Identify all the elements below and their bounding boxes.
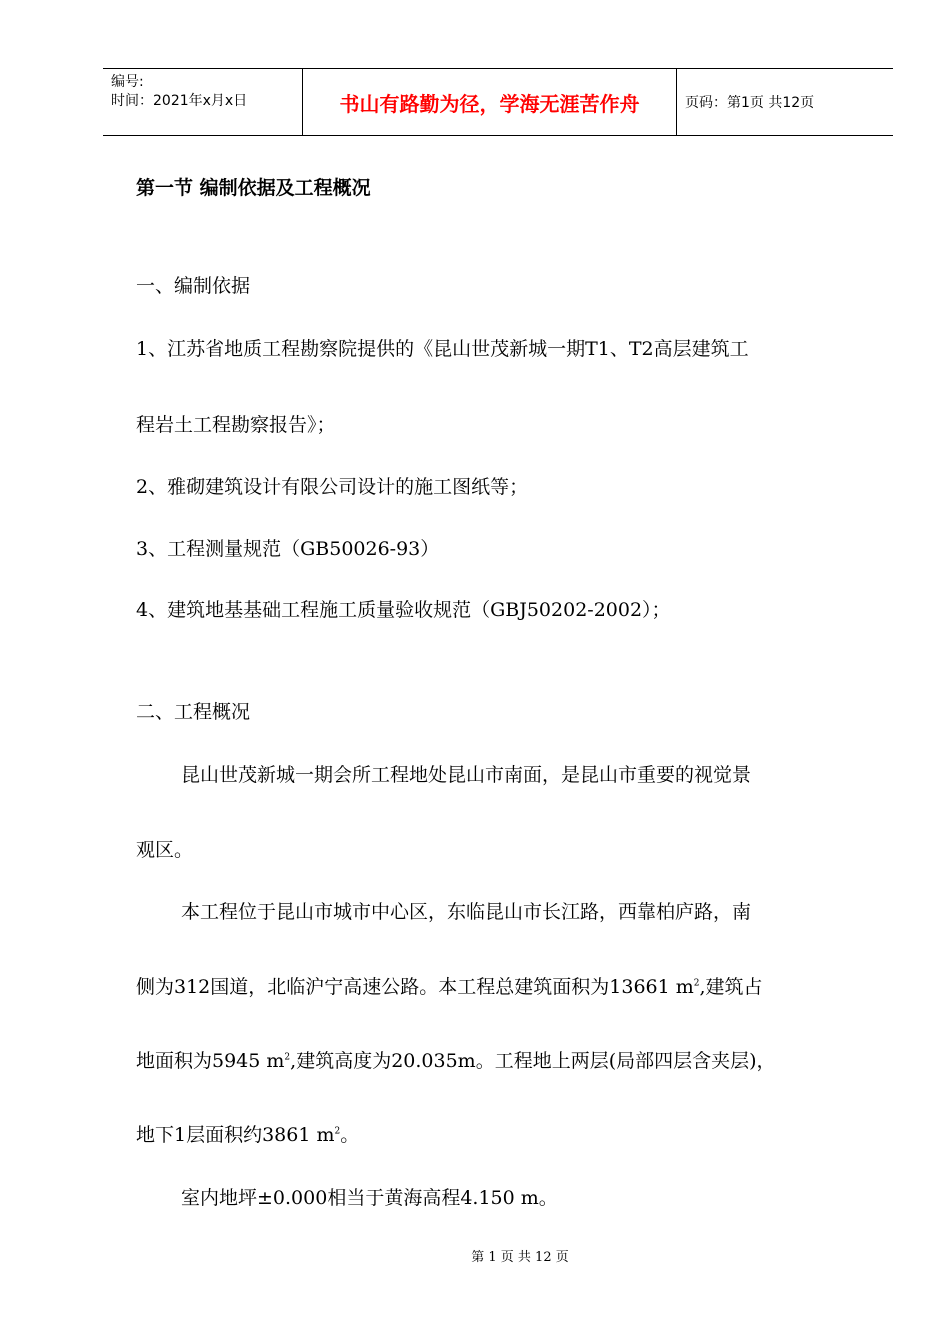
overview-para-1: 昆山世茂新城一期会所工程地处昆山市南面，是昆山市重要的视觉景: [181, 764, 752, 786]
number-label: 编号:: [111, 74, 144, 90]
overview-para-2-line4: 地下1层面积约3861 $m^2$。: [136, 1124, 360, 1146]
basis-item-1: 1、江苏省地质工程勘察院提供的《昆山世茂新城一期T1、T2高层建筑工: [136, 338, 749, 360]
superscript: 2: [334, 1126, 341, 1137]
time-label: 时间：2021年x月x日: [111, 93, 248, 109]
header-page-info: 页码：第1页 共12页: [685, 95, 815, 111]
header-meta: [103, 69, 303, 135]
basis-item-2: 2、雅砌建筑设计有限公司设计的施工图纸等；: [136, 476, 529, 498]
basis-heading: 一、编制依据: [136, 275, 251, 297]
section-title: 第一节 编制依据及工程概况: [136, 177, 371, 199]
header-motto: 书山有路勤为径，学海无涯苦作舟: [303, 69, 677, 135]
basis-item-3: 3、工程测量规范（GB50026-93）: [136, 538, 440, 560]
basis-item-1-cont: 程岩土工程勘察报告》；: [136, 414, 336, 436]
overview-para-3: 室内地坪±0.000相当于黄海高程4.150 m。: [181, 1187, 558, 1209]
overview-para-2: 本工程位于昆山市城市中心区，东临昆山市长江路，西靠柏庐路，南: [181, 901, 752, 923]
superscript: 2: [284, 1052, 291, 1063]
basis-item-4: 4、建筑地基基础工程施工质量验收规范（GBJ50202-2002）；: [136, 599, 671, 621]
overview-heading: 二、工程概况: [136, 701, 251, 723]
overview-para-1-cont: 观区。: [136, 839, 194, 861]
page-footer: 第 1 页 共 12 页: [471, 1250, 569, 1265]
overview-para-2-line3: 地面积为5945 $m^2$,建筑高度为20.035m。工程地上两层(局部四层含夹层)，: [136, 1050, 776, 1072]
overview-para-2-line2: 侧为312国道，北临沪宁高速公路。本工程总建筑面积为13661 $m^2$,建筑占: [136, 976, 763, 998]
superscript: 2: [693, 978, 700, 989]
page-header: [103, 68, 893, 136]
